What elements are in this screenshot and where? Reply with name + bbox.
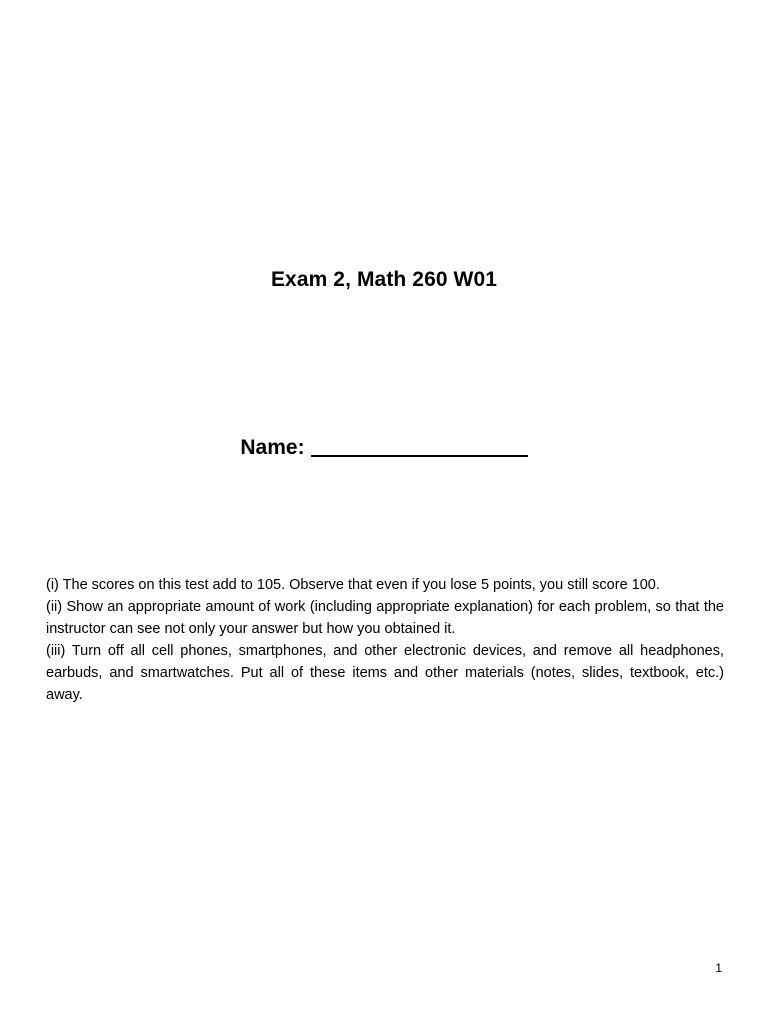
exam-title: Exam 2, Math 260 W01	[270, 268, 498, 291]
name-field	[0, 433, 768, 460]
instructions-block	[46, 574, 724, 706]
page-number: 1	[715, 961, 722, 975]
instruction-item-iii: (iii) Turn off all cell phones, smartphones, and other electronic devices, and remove all headphones, earbuds, and smartwatches. Put all of these items and other materials (notes, slides, textbook, etc.) away.	[46, 643, 724, 703]
instruction-item-i: (i) The scores on this test add to 105. Observe that even if you lose 5 points, you still score 100.	[46, 577, 660, 593]
name-label: Name:	[240, 436, 305, 459]
name-blank-line	[311, 433, 528, 457]
instruction-item-ii: (ii) Show an appropriate amount of work (including appropriate explanation) for each problem, so that the instructor can see not only your answer but how you obtained it.	[46, 599, 724, 637]
